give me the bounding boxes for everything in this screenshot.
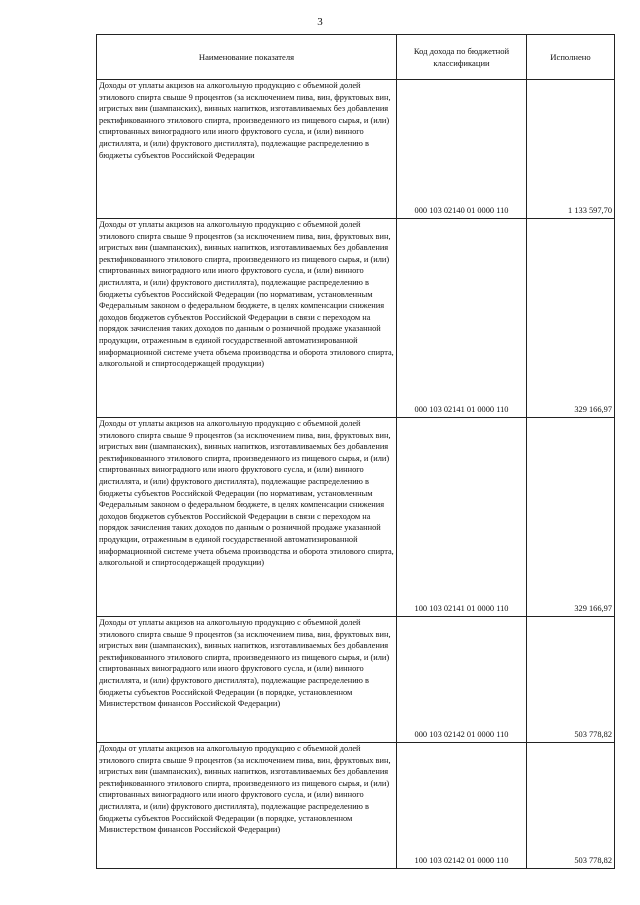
budget-code-cell: 000 103 02142 01 0000 110 xyxy=(397,617,527,743)
table-row xyxy=(97,617,615,743)
header-budget-code: Код дохода по бюджетной классификации xyxy=(397,35,527,80)
revenue-table xyxy=(96,34,615,869)
header-executed: Исполнено xyxy=(527,35,615,80)
table-row xyxy=(97,219,615,418)
table-header-row xyxy=(97,35,615,80)
indicator-name-cell: Доходы от уплаты акцизов на алкогольную продукцию с объемной долей этилового спирта свыше 9 процентов (за исключением пива, вин, фруктовых вин, игристых вин (шампанских), винных напитков, изготавливаемых без добавления ректификованного этилового спирта, произведенного из пищевого сырья, и (или) спиртованных виноградного или иного фруктового сусла, и (или) винного дистиллята, и (или) фруктового дистиллята), подлежащие распределению в бюджеты субъектов Российской Федерации xyxy=(97,80,397,219)
page-number: 3 xyxy=(317,16,323,28)
table-row xyxy=(97,418,615,617)
budget-code-cell: 000 103 02141 01 0000 110 xyxy=(397,219,527,418)
table-row xyxy=(97,743,615,869)
table-row xyxy=(97,80,615,219)
indicator-name-cell: Доходы от уплаты акцизов на алкогольную продукцию с объемной долей этилового спирта свыше 9 процентов (за исключением пива, вин, фруктовых вин, игристых вин (шампанских), винных напитков, изготавливаемых без добавления ректификованного этилового спирта, произведенного из пищевого сырья, и (или) спиртованных виноградного или иного фруктового сусла, и (или) винного дистиллята, и (или) фруктового дистиллята), подлежащие распределению в бюджеты субъектов Российской Федерации (по нормативам, установленным Федеральным законом о федеральном бюджете, в целях компенсации снижения доходов бюджетов субъектов Российской Федерации в связи с переходом на порядок зачисления таких доходов по данным о розничной продаже указанной продукции, отраженным в единой государственной автоматизированной информационной системе учета объема производства и оборота этилового спирта, алкогольной и спиртосодержащей продукции) xyxy=(97,219,397,418)
executed-amount-cell: 503 778,82 xyxy=(527,617,615,743)
header-indicator-name: Наименование показателя xyxy=(97,35,397,80)
indicator-name-cell: Доходы от уплаты акцизов на алкогольную продукцию с объемной долей этилового спирта свыше 9 процентов (за исключением пива, вин, фруктовых вин, игристых вин (шампанских), винных напитков, изготавливаемых без добавления ректификованного этилового спирта, произведенного из пищевого сырья, и (или) спиртованных виноградного или иного фруктового сусла, и (или) винного дистиллята, и (или) фруктового дистиллята), подлежащие распределению в бюджеты субъектов Российской Федерации (в порядке, установленном Министерством финансов Российской Федерации) xyxy=(97,617,397,743)
indicator-name-cell: Доходы от уплаты акцизов на алкогольную продукцию с объемной долей этилового спирта свыше 9 процентов (за исключением пива, вин, фруктовых вин, игристых вин (шампанских), винных напитков, изготавливаемых без добавления ректификованного этилового спирта, произведенного из пищевого сырья, и (или) спиртованных виноградного или иного фруктового сусла, и (или) винного дистиллята, и (или) фруктового дистиллята), подлежащие распределению в бюджеты субъектов Российской Федерации (в порядке, установленном Министерством финансов Российской Федерации) xyxy=(97,743,397,869)
executed-amount-cell: 1 133 597,70 xyxy=(527,80,615,219)
indicator-name-cell: Доходы от уплаты акцизов на алкогольную продукцию с объемной долей этилового спирта свыше 9 процентов (за исключением пива, вин, фруктовых вин, игристых вин (шампанских), винных напитков, изготавливаемых без добавления ректификованного этилового спирта, произведенного из пищевого сырья, и (или) спиртованных виноградного или иного фруктового сусла, и (или) винного дистиллята, и (или) фруктового дистиллята), подлежащие распределению в бюджеты субъектов Российской Федерации (по нормативам, установленным Федеральным законом о федеральном бюджете, в целях компенсации снижения доходов бюджетов субъектов Российской Федерации в связи с переходом на порядок зачисления таких доходов по данным о розничной продаже указанной продукции, отраженным в единой государственной автоматизированной информационной системе учета объема производства и оборота этилового спирта, алкогольной и спиртосодержащей продукции) xyxy=(97,418,397,617)
executed-amount-cell: 329 166,97 xyxy=(527,219,615,418)
budget-code-cell: 100 103 02141 01 0000 110 xyxy=(397,418,527,617)
budget-code-cell: 100 103 02142 01 0000 110 xyxy=(397,743,527,869)
executed-amount-cell: 329 166,97 xyxy=(527,418,615,617)
executed-amount-cell: 503 778,82 xyxy=(527,743,615,869)
budget-code-cell: 000 103 02140 01 0000 110 xyxy=(397,80,527,219)
